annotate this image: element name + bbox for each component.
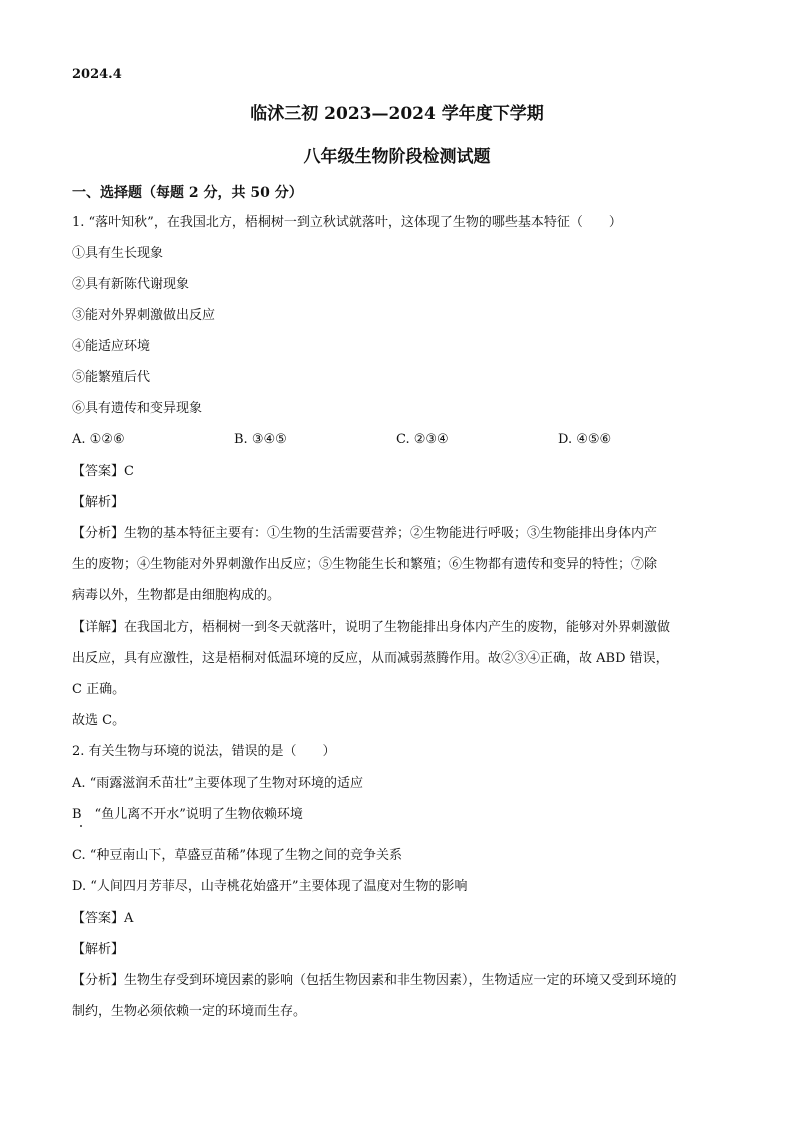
question-1-option-c: C. ②③④: [396, 432, 449, 447]
section-heading: 一、选择题（每题 2 分，共 50 分）: [72, 185, 303, 201]
question-1-item: ②具有新陈代谢现象: [72, 277, 190, 292]
question-1-answer: 【答案】C: [72, 464, 134, 479]
question-1-option-b: B. ③④⑤: [234, 432, 287, 447]
question-1-stem: 1. “落叶知秋”，在我国北方，梧桐树一到立秋试就落叶，这体现了生物的哪些基本特征（ ）: [72, 215, 622, 230]
question-1-detail-line: 【详解】在我国北方，梧桐树一到冬天就落叶，说明了生物能排出身体内产生的废物，能够对外界刺激做: [72, 620, 671, 635]
question-2-option-b: B “鱼儿离不开水”说明了生物依赖环境: [72, 807, 303, 822]
question-1-analysis-label: 【解析】: [72, 495, 125, 510]
exam-date: 2024.4: [72, 67, 122, 82]
stray-dot: [80, 825, 82, 827]
question-1-fenxi-line: 病毒以外，生物都是由细胞构成的。: [72, 588, 281, 603]
question-1-detail-line: 出反应，具有应激性，这是梧桐对低温环境的反应，从而减弱蒸腾作用。故②③④正确，故 ABD 错误，: [72, 651, 669, 666]
question-1-item: ①具有生长现象: [72, 246, 164, 261]
question-1-option-d: D. ④⑤⑥: [558, 432, 612, 447]
exam-title: 临沭三初 2023—2024 学年度下学期: [250, 104, 544, 124]
question-2-answer: 【答案】A: [72, 911, 134, 926]
exam-subtitle: 八年级生物阶段检测试题: [303, 147, 491, 167]
question-1-option-a: A. ①②⑥: [72, 432, 125, 447]
question-1-item: ④能适应环境: [72, 339, 151, 354]
question-2-option-a: A. “雨露滋润禾苗壮”主要体现了生物对环境的适应: [72, 776, 363, 791]
question-2-fenxi-line: 【分析】生物生存受到环境因素的影响（包括生物因素和非生物因素），生物适应一定的环境又受到环境的: [72, 973, 677, 988]
question-2-fenxi-line: 制约，生物必须依赖一定的环境而生存。: [72, 1004, 307, 1019]
question-1-item: ⑥具有遗传和变异现象: [72, 401, 203, 416]
question-2-analysis-label: 【解析】: [72, 942, 125, 957]
question-1-item: ③能对外界刺激做出反应: [72, 308, 216, 323]
question-1-conclusion: 故选 C。: [72, 713, 126, 728]
question-1-fenxi-line: 生的废物；④生物能对外界刺激作出反应；⑤生物能生长和繁殖；⑥生物都有遗传和变异的特性；⑦除: [72, 557, 658, 572]
question-2-option-c: C. “种豆南山下，草盛豆苗稀”体现了生物之间的竞争关系: [72, 848, 403, 863]
question-2-stem: 2. 有关生物与环境的说法，错误的是（ ）: [72, 744, 336, 759]
question-1-item: ⑤能繁殖后代: [72, 370, 151, 385]
question-1-fenxi-line: 【分析】生物的基本特征主要有：①生物的生活需要营养；②生物能进行呼吸；③生物能排出身体内产: [72, 526, 658, 541]
question-2-option-d: D. “人间四月芳菲尽，山寺桃花始盛开”主要体现了温度对生物的影响: [72, 879, 468, 894]
question-1-detail-line: C 正确。: [72, 682, 126, 697]
